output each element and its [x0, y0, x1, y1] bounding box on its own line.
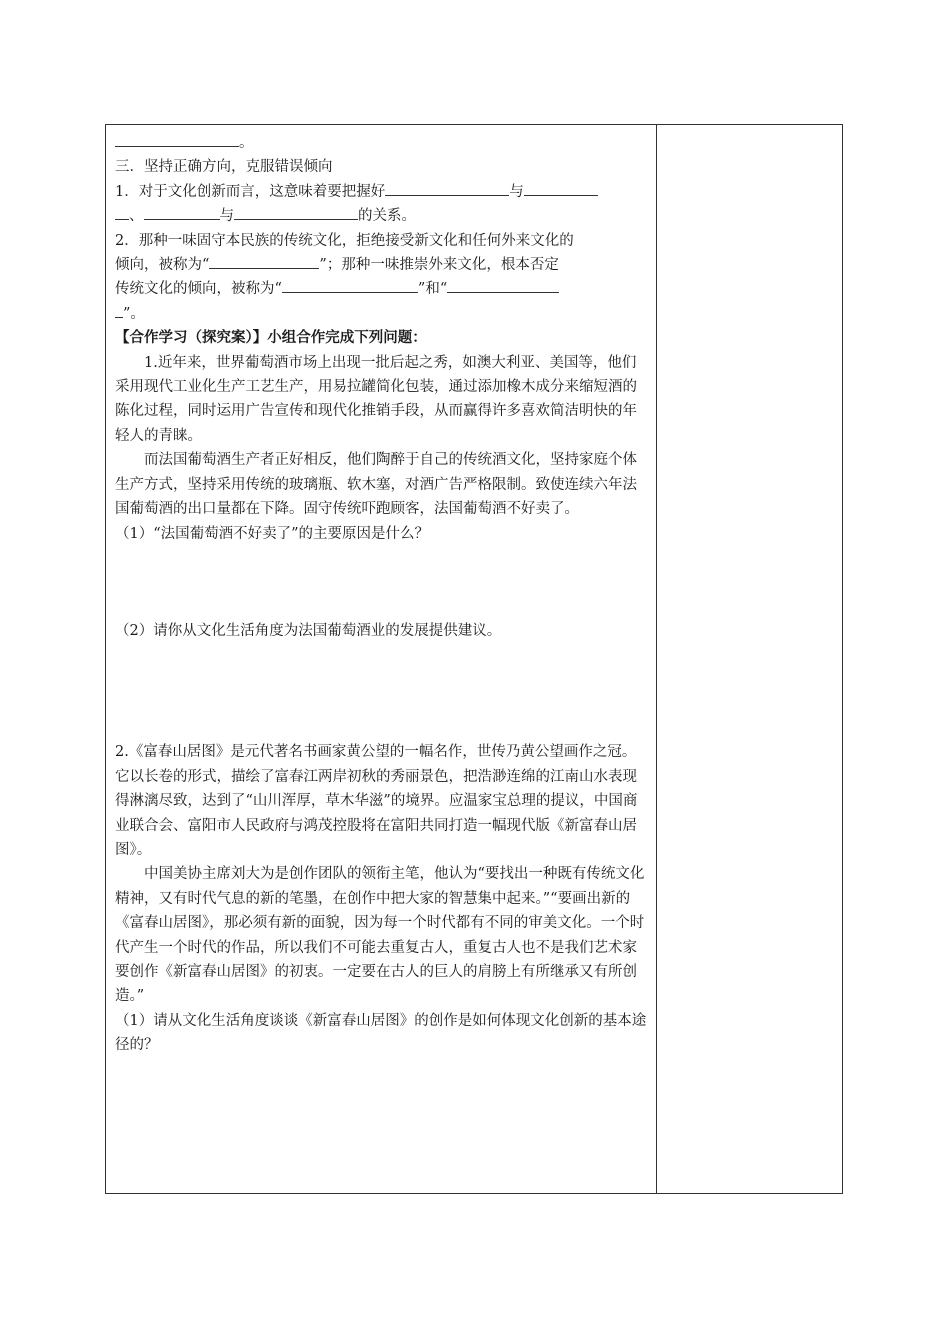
case1-question-2: （2）请你从文化生活角度为法国葡萄酒业的发展提供建议。 [115, 622, 502, 639]
blank-field[interactable] [115, 302, 123, 318]
case1-paragraph-1: 1.近年来，世界葡萄酒市场上出现一批后起之秀，如澳大利亚、美国等，他们采用现代工业化生产工艺生产，用易拉罐简化包装，通过添加橡木成分来缩短酒的陈化过程，同时运用广告宣传和现代化推销手段，从而赢得许多喜欢简洁明快的年轻人的青睐。 [115, 354, 637, 444]
question-2-line3: 传统文化的倾向，被称为“ ”和“ [115, 277, 647, 301]
worksheet-table [105, 124, 843, 1194]
blank-field[interactable] [209, 253, 319, 269]
question-2-line4: ”。 [115, 302, 647, 326]
case1-paragraph-2: 而法国葡萄酒生产者正好相反，他们陶醉于自己的传统酒文化，坚持家庭个体生产方式，坚持采用传统的玻璃瓶、软木塞，对酒广告严格限制。致使连续六年法国葡萄酒的出口量都在下降。固守传统吓跑顾客，法国葡萄酒不好卖了。 [115, 452, 637, 518]
case2-paragraph-1: 2.《富春山居图》是元代著名书画家黄公望的一幅名作，世传乃黄公望画作之冠。它以长卷的形式，描绘了富春江两岸初秋的秀丽景色，把浩渺连绵的江南山水表现得淋漓尽致，达到了“山川浑厚，草木华滋”的境界。应温家宝总理的提议，中国商业联合会、富阳市人民政府与鸿茂控股将在富阳共同打造一幅现代版《新富春山居图》。 [115, 744, 638, 858]
blank-field[interactable] [115, 131, 239, 147]
answer-space[interactable] [115, 1058, 647, 1178]
blank-field[interactable] [234, 204, 358, 220]
blank-field[interactable] [144, 204, 220, 220]
fill-line-tail: 。 [115, 131, 647, 155]
blank-field[interactable] [524, 180, 598, 196]
cooperative-heading: 【合作学习（探究案）】小组合作完成下列问题： [115, 329, 427, 347]
answer-space[interactable] [115, 546, 647, 619]
question-2-line1: 2．那种一味固守本民族的传统文化，拒绝接受新文化和任何外来文化的 [115, 232, 574, 249]
question-1: 1．对于文化创新而言，这意味着要把握好 与 [115, 180, 647, 204]
blank-field[interactable] [282, 277, 418, 293]
section-heading: 三．坚持正确方向，克服错误倾向 [115, 159, 333, 176]
question-1-cont: 、 与 的关系。 [115, 204, 647, 228]
case2-question-1: （1）请从文化生活角度谈谈《新富春山居图》的创作是如何体现文化创新的基本途径的？ [115, 1012, 647, 1054]
blank-field[interactable] [385, 180, 509, 196]
case1-question-1: （1）“法国葡萄酒不好卖了”的主要原因是什么？ [115, 525, 430, 542]
blank-field[interactable] [115, 204, 129, 220]
main-column [115, 131, 647, 1178]
blank-field[interactable] [447, 277, 559, 293]
column-divider [656, 125, 657, 1193]
answer-space[interactable] [115, 643, 647, 716]
question-2-line2: 倾向，被称为“ ”；那种一味推崇外来文化，根本否定 [115, 253, 647, 277]
spacer [115, 716, 647, 740]
case2-paragraph-2: 中国美协主席刘大为是创作团队的领衔主笔，他认为“要找出一种既有传统文化精神，又有时代气息的新的笔墨，在创作中把大家的智慧集中起来。”“要画出新的《富春山居图》，那必须有新的面貌，因为每一个时代都有不同的审美文化。一个时代产生一个时代的作品，所以我们不可能去重复古人，重复古人也不是我们艺术家要创作《新富春山居图》的初衷。一定要在古人的巨人的肩膀上有所继承又有所创造。” [115, 866, 645, 1005]
